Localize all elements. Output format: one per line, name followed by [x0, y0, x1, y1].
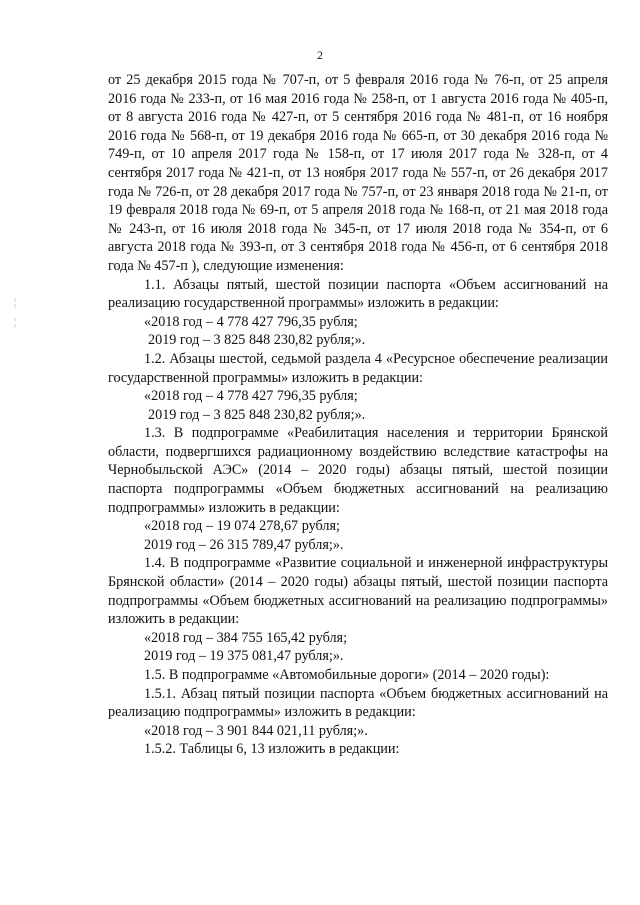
item-1-3-value-2019: 2019 год – 26 315 789,47 рубля;».: [144, 536, 344, 553]
margin-mark: ¦: [14, 297, 17, 308]
item-1-2-value-2019: 2019 год – 3 825 848 230,82 рубля;».: [148, 406, 366, 423]
item-1-4-value-2018: «2018 год – 384 755 165,42 рубля;: [144, 629, 348, 646]
item-1-4-paragraph: 1.4. В подпрограмме «Развитие социальной и инженерной инфраструктуры Брянской области» (2014 – 2020 годы) абзацы пятый, шестой позиции паспорта подпрограммы «Объем бюджетных ассигнований на реализацию подпрограммы» изложить в редакции:: [108, 555, 608, 628]
item-1-1-value-2018: «2018 год – 4 778 427 796,35 рубля;: [144, 313, 358, 330]
item-1-4-value-2019: 2019 год – 19 375 081,47 рубля;».: [144, 648, 344, 665]
margin-mark: ¦: [14, 317, 17, 328]
document-body: [108, 71, 608, 759]
item-1-3-value-2018: «2018 год – 19 074 278,67 рубля;: [144, 518, 340, 535]
item-1-1-paragraph: 1.1. Абзацы пятый, шестой позиции паспорта «Объем ассигнований на реализацию государственной программы» изложить в редакции:: [108, 276, 608, 312]
intro-paragraph: от 25 декабря 2015 года № 707-п, от 5 февраля 2016 года № 76-п, от 25 апреля 2016 года № 233-п, от 16 мая 2016 года № 258-п, от 1 августа 2016 года № 405-п, от 8 августа 2016 года № 427-п, от 5 сентября 2016 года № 481-п, от 16 ноября 2016 года № 568-п, от 19 декабря 2016 года № 665-п, от 30 декабря 2016 года № 749-п, от 10 апреля 2017 года № 158-п, от 17 июля 2017 года № 328-п, от 4 сентября 2017 года № 421-п, от 13 ноября 2017 года № 557-п, от 26 декабря 2017 года № 726-п, от 28 декабря 2017 года № 757-п, от 23 января 2018 года № 21-п, от 19 февраля 2018 года № 69-п, от 5 апреля 2018 года № 168-п, от 21 мая 2018 года № 243-п, от 16 июля 2018 года № 345-п, от 17 июля 2018 года № 354-п, от 6 августа 2018 года № 393-п, от 3 сентября 2018 года № 456-п, от 6 сентября 2018 года № 457-п ), следующие изменения:: [108, 72, 608, 274]
item-1-3-paragraph: 1.3. В подпрограмме «Реабилитация населения и территории Брянской области, подвергшихся радиационному воздействию вследствие катастрофы на Чернобыльской АЭС» (2014 – 2020 годы) абзацы пятый, шестой позиции паспорта подпрограммы «Объем бюджетных ассигнований на реализацию подпрограммы» изложить в редакции:: [108, 425, 608, 516]
item-1-5-2-paragraph: 1.5.2. Таблицы 6, 13 изложить в редакции:: [144, 741, 400, 758]
item-1-2-value-2018: «2018 год – 4 778 427 796,35 рубля;: [144, 388, 358, 405]
item-1-5-1-value-2018: «2018 год – 3 901 844 021,11 рубля;».: [144, 722, 368, 739]
page-number: 2: [317, 48, 323, 62]
item-1-1-value-2019: 2019 год – 3 825 848 230,82 рубля;».: [148, 332, 366, 349]
item-1-2-paragraph: 1.2. Абзацы шестой, седьмой раздела 4 «Ресурсное обеспечение реализации государственной программы» изложить в редакции:: [108, 350, 608, 386]
item-1-5-paragraph: 1.5. В подпрограмме «Автомобильные дороги» (2014 – 2020 годы):: [144, 667, 550, 683]
item-1-5-1-paragraph: 1.5.1. Абзац пятый позиции паспорта «Объем бюджетных ассигнований на реализацию подпрограммы» изложить в редакции:: [108, 685, 608, 721]
